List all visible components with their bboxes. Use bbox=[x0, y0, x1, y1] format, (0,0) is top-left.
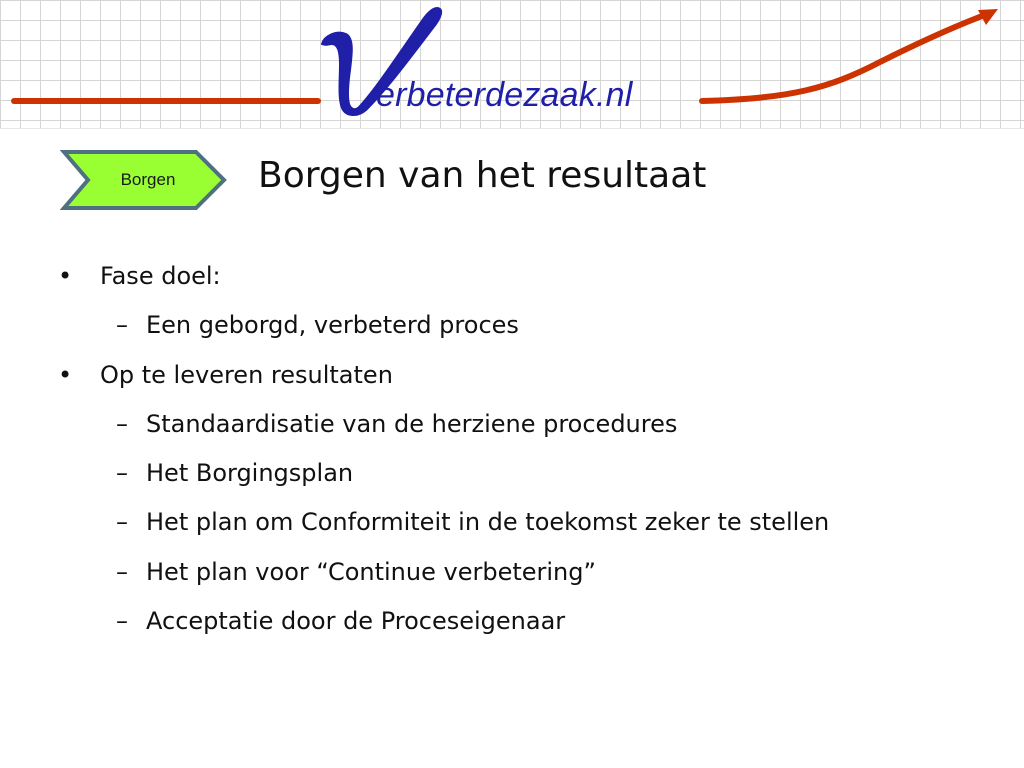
bullet-text: Op te leveren resultaten bbox=[100, 360, 393, 389]
bullet-list bbox=[56, 254, 996, 648]
sub-item-text: Een geborgd, verbeterd proces bbox=[146, 311, 519, 340]
bullet-item-op-te-leveren bbox=[56, 353, 996, 402]
phase-badge-label: Borgen bbox=[120, 170, 176, 189]
sub-item-borgingsplan bbox=[56, 451, 996, 500]
sub-item-continue-verbetering bbox=[56, 550, 996, 599]
bullet-item-fase-doel bbox=[56, 254, 996, 303]
sub-item-text: Het plan voor “Continue verbetering” bbox=[146, 557, 596, 586]
dash-marker: – bbox=[116, 409, 128, 438]
dash-marker: – bbox=[116, 311, 128, 340]
logo-text: erbeterdezaak.nl bbox=[376, 76, 633, 114]
sub-item-text: Standaardisatie van de herziene procedures bbox=[146, 409, 678, 438]
dash-marker: – bbox=[116, 459, 128, 488]
bullet-marker: • bbox=[58, 262, 73, 290]
bullet-marker: • bbox=[58, 360, 73, 389]
dash-marker: – bbox=[116, 607, 128, 636]
dash-marker: – bbox=[116, 557, 128, 586]
slide-title: Borgen van het resultaat bbox=[258, 155, 707, 196]
sub-item-geborgd-proces bbox=[56, 303, 996, 352]
sub-item-text: Het plan om Conformiteit in de toekomst zeker te stellen bbox=[146, 508, 830, 537]
sub-item-standaardisatie bbox=[56, 402, 996, 451]
dash-marker: – bbox=[116, 508, 128, 537]
sub-item-acceptatie bbox=[56, 599, 996, 648]
sub-item-text: Acceptatie door de Proceseigenaar bbox=[146, 607, 566, 636]
sub-item-text: Het Borgingsplan bbox=[146, 459, 354, 488]
sub-item-conformiteit bbox=[56, 500, 996, 549]
trend-arrow-icon bbox=[702, 13, 990, 101]
bullet-text: Fase doel: bbox=[100, 262, 221, 290]
